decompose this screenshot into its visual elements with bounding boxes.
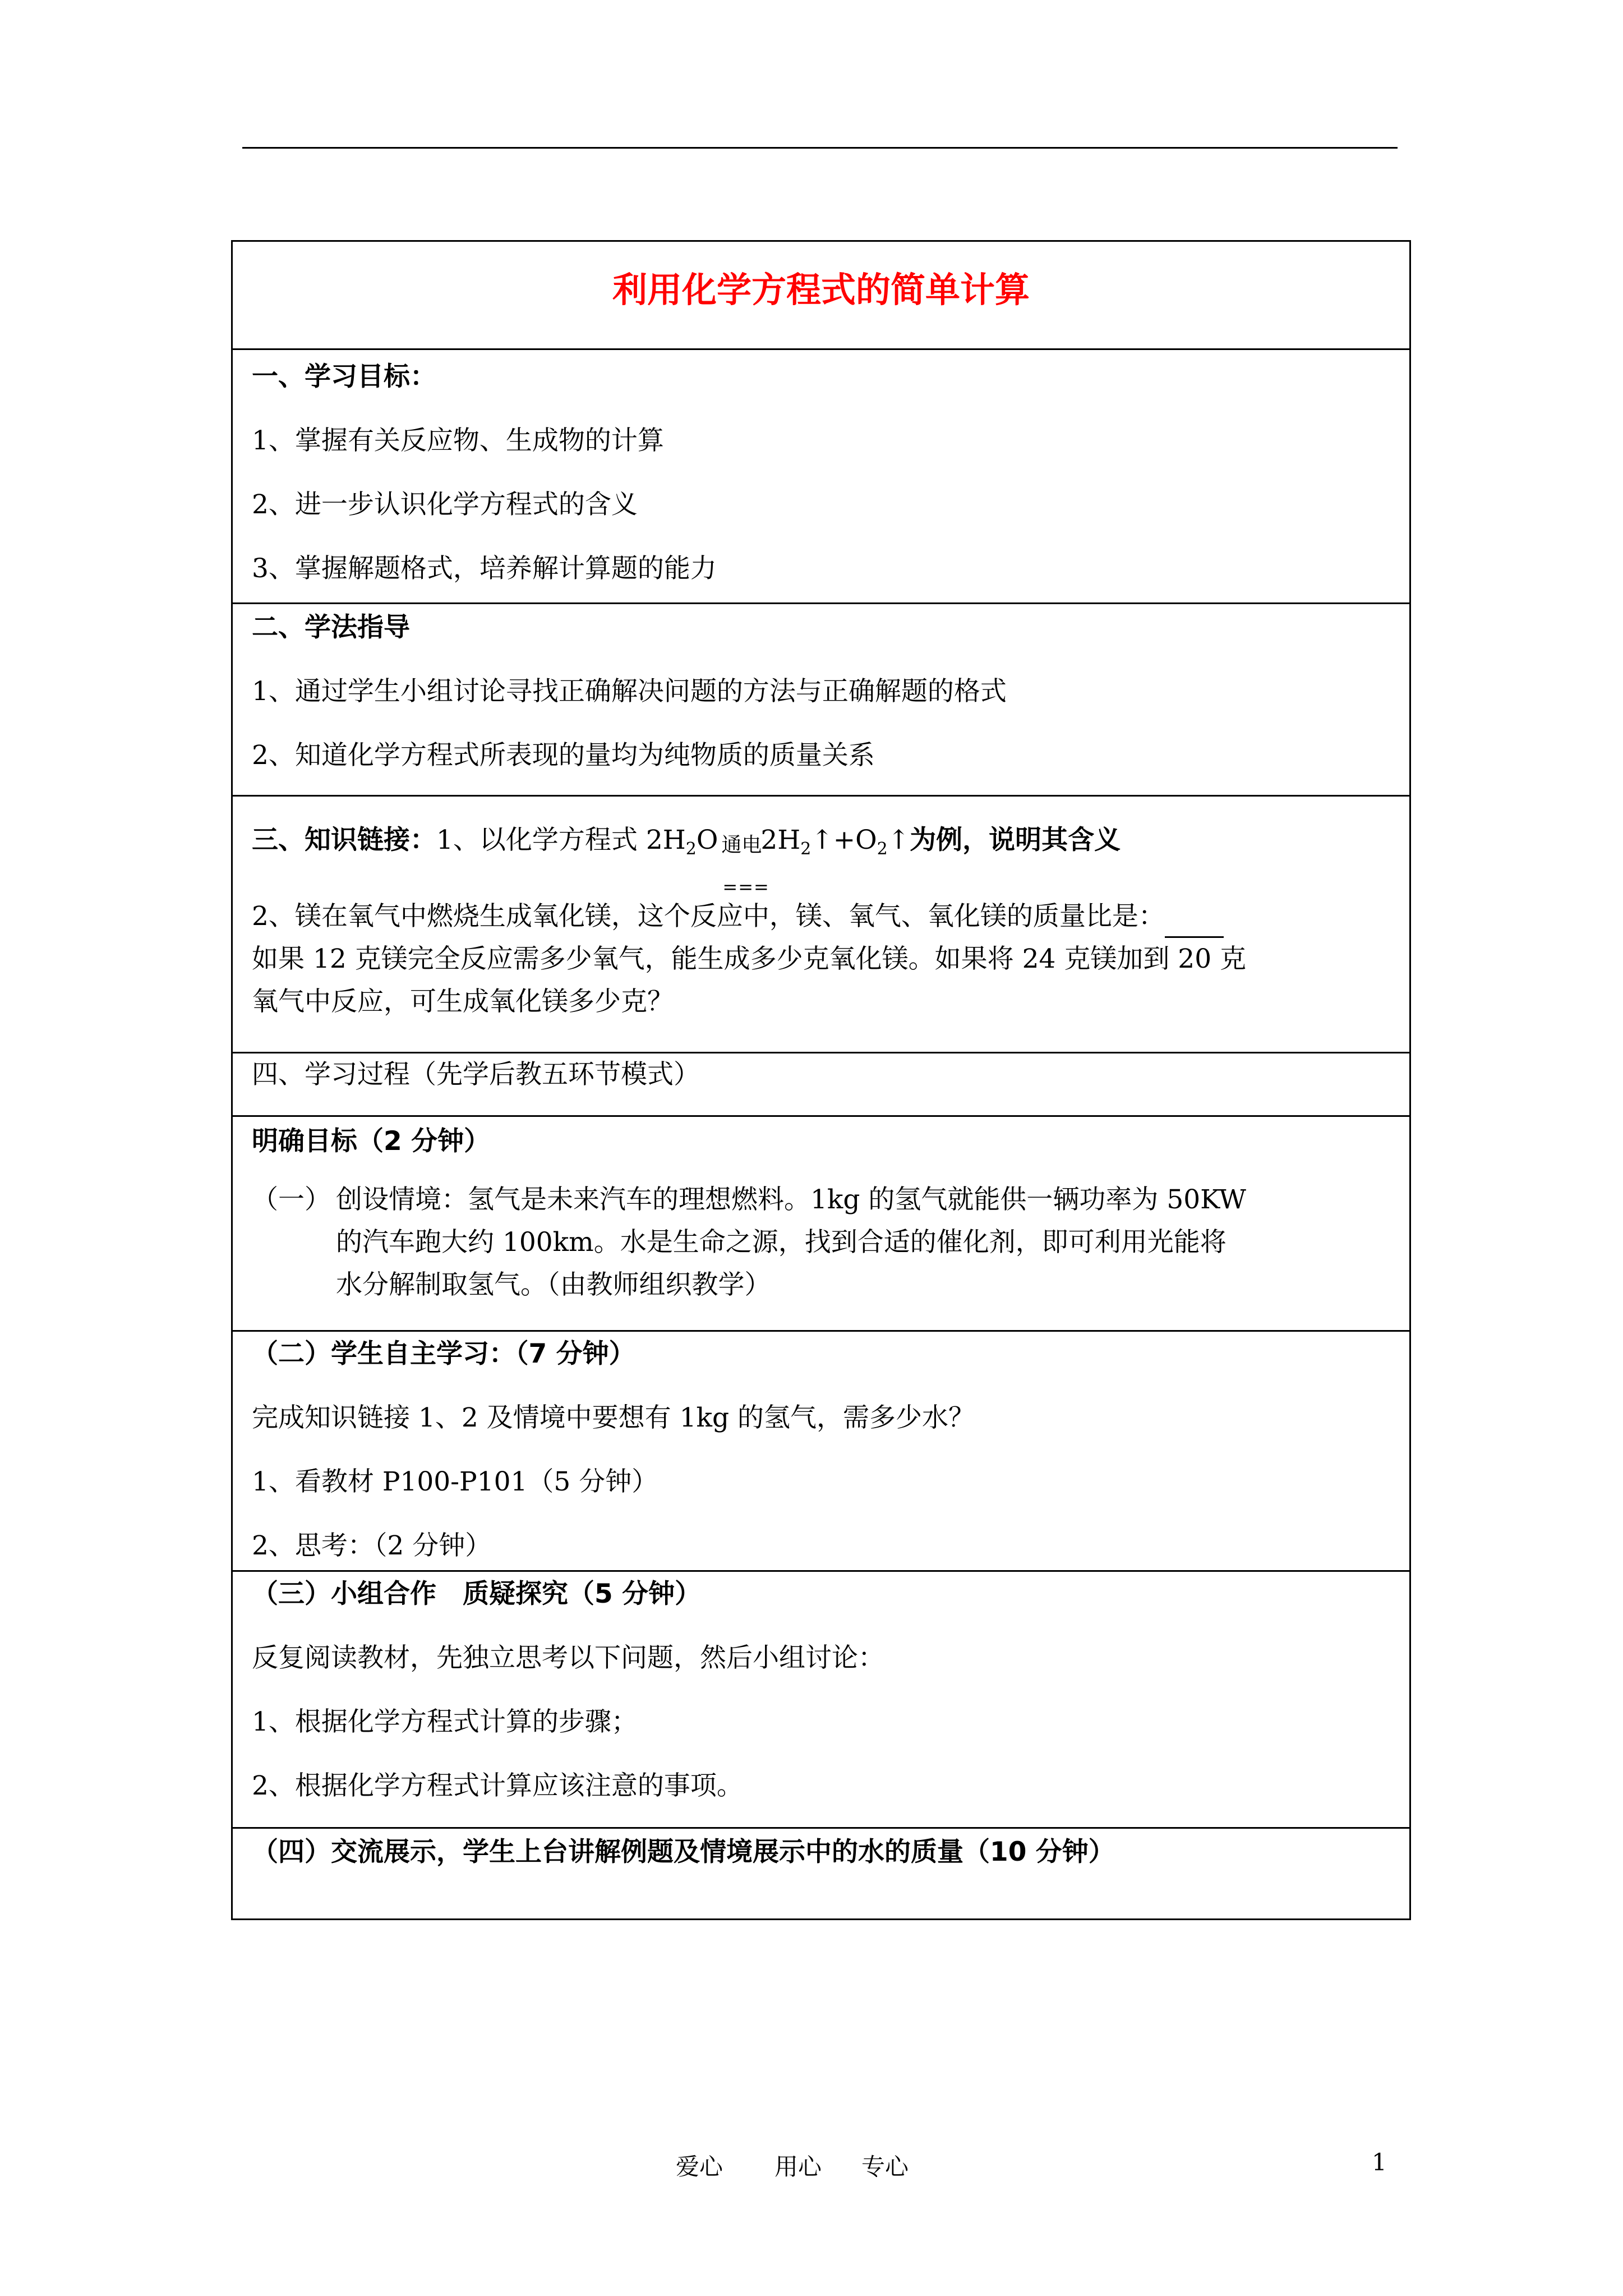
list-item: 2、知道化学方程式所表现的量均为纯物质的质量关系 — [252, 740, 875, 771]
list-item: 1、掌握有关反应物、生成物的计算 — [252, 425, 664, 456]
section-heading: 二、学法指导 — [252, 612, 410, 643]
section-learning-goals — [233, 348, 1409, 602]
list-item: 1、看教材 P100-P101（5 分钟） — [252, 1466, 658, 1497]
list-item: 1、根据化学方程式计算的步骤； — [252, 1706, 638, 1737]
section-exchange — [233, 1827, 1409, 1918]
equation-prefix: 1、以化学方程式 2H — [436, 825, 686, 855]
list-item: 2、思考：（2 分钟） — [252, 1530, 492, 1561]
list-item: 3、掌握解题格式，培养解计算题的能力 — [252, 553, 717, 584]
paragraph-line: 的汽车跑大约 100km。水是生命之源，找到合适的催化剂，即可利用光能将 — [336, 1227, 1227, 1258]
section-heading: （三）小组合作 质疑探究（5 分钟） — [252, 1579, 702, 1609]
title-row — [233, 242, 1409, 348]
scenario-text — [336, 1179, 1390, 1306]
footer-slogan: 专心 — [861, 2153, 909, 2180]
section-heading: 一、学习目标： — [252, 361, 436, 392]
item-label: （一） — [252, 1184, 331, 1215]
question-text: 2、镁在氧气中燃烧生成氧化镁，这个反应中，镁、氧气、氧化镁的质量比是： — [252, 901, 1165, 932]
question-text: 如果 12 克镁完全反应需多少氧气，能生成多少克氧化镁。如果将 24 克镁加到 20 克 — [252, 944, 1247, 974]
section-heading: （四）交流展示，学生上台讲解例题及情境展示中的水的质量（10 分钟） — [252, 1837, 1115, 1867]
answer-blank — [1165, 910, 1224, 938]
equation-text: 2H — [760, 825, 801, 855]
equation-text: ↑+O — [811, 825, 877, 855]
section-learning-process — [233, 1052, 1409, 1115]
list-item: 2、根据化学方程式计算应该注意的事项。 — [252, 1770, 743, 1801]
section-heading: （二）学生自主学习：（7 分钟） — [252, 1338, 635, 1369]
condition-label: 通电 — [721, 834, 762, 857]
footer-slogan: 用心 — [774, 2153, 822, 2180]
header-rule — [242, 147, 1398, 149]
document-title: 利用化学方程式的简单计算 — [612, 269, 1030, 310]
subscript: 2 — [877, 839, 888, 859]
section-group-work — [233, 1570, 1409, 1827]
question-text: 氧气中反应，可生成氧化镁多少克？ — [252, 986, 674, 1017]
section-heading: 四、学习过程（先学后教五环节模式） — [252, 1059, 700, 1090]
paragraph-line: 水分解制取氢气。（由教师组织教学） — [336, 1269, 771, 1300]
section-study-guidance — [233, 602, 1409, 795]
footer-slogan: 爱心 — [676, 2153, 723, 2180]
section-heading: 三、知识链接： — [252, 825, 436, 855]
list-item: 2、进一步认识化学方程式的含义 — [252, 489, 638, 520]
equals-sign: === — [722, 876, 769, 898]
section-clear-goal — [233, 1115, 1409, 1330]
subscript: 2 — [685, 839, 697, 859]
list-item: 完成知识链接 1、2 及情境中要想有 1kg 的氢气，需多少水？ — [252, 1402, 975, 1433]
lesson-table — [231, 240, 1411, 1920]
knowledge-item-2 — [252, 895, 1224, 938]
subscript: 2 — [800, 839, 811, 859]
page-number: 1 — [1372, 2148, 1387, 2176]
equation-text: ↑ — [887, 825, 910, 855]
list-item: 反复阅读教材，先独立思考以下问题，然后小组讨论： — [252, 1642, 884, 1673]
equation-text: O — [696, 825, 718, 855]
knowledge-item-1 — [252, 819, 1121, 898]
paragraph-line: 创设情境：氢气是未来汽车的理想燃料。1kg 的氢气就能供一辆功率为 50KW — [336, 1184, 1246, 1215]
equation-suffix: 为例，说明其含义 — [910, 825, 1121, 855]
section-self-study — [233, 1330, 1409, 1570]
section-heading: 明确目标（2 分钟） — [252, 1126, 491, 1157]
list-item: 1、通过学生小组讨论寻找正确解决问题的方法与正确解题的格式 — [252, 676, 1007, 707]
section-knowledge-link — [233, 795, 1409, 1052]
